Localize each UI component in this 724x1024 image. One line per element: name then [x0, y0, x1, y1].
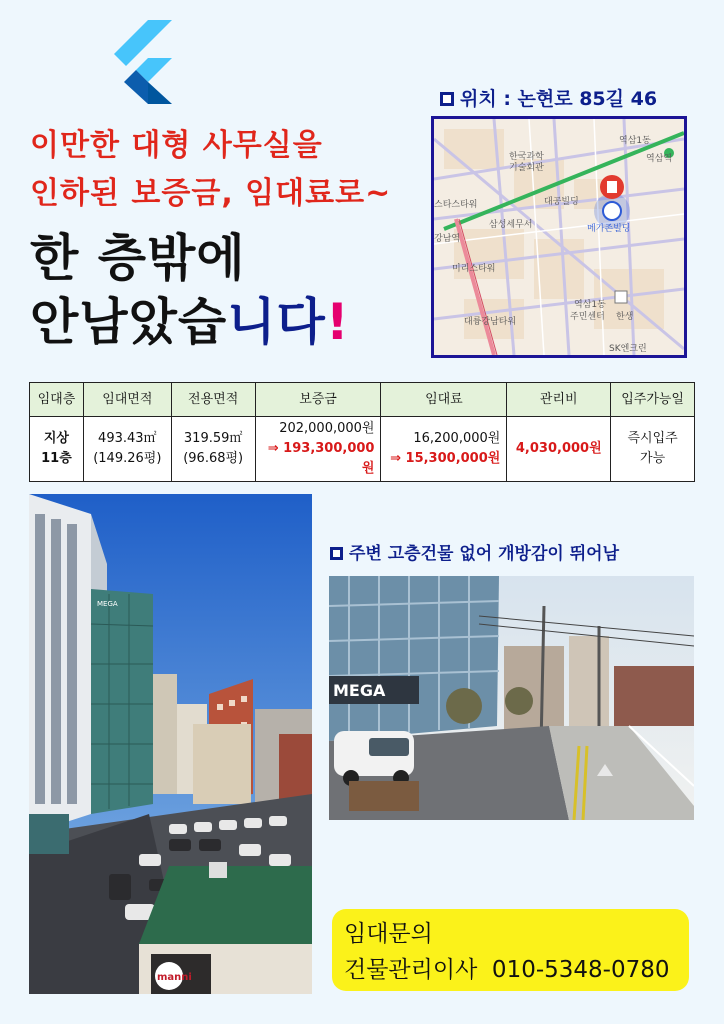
maintenance-cell: 4,030,000원 — [507, 417, 611, 482]
location-text: 위치 : 논현로 85길 46 — [460, 88, 658, 110]
table-header-row — [30, 383, 695, 417]
map-label-megazone: 메가존빌딩 — [587, 224, 631, 234]
flutter-logo-icon — [108, 20, 188, 104]
svg-text:기술회관: 기술회관 — [509, 163, 544, 173]
table-row — [30, 417, 695, 482]
rent-cell — [381, 417, 507, 482]
map-label-gangnam: 강남역 — [434, 234, 461, 244]
location-label — [440, 84, 657, 111]
contact-phone[interactable]: 건물관리이사 010-5348-0780 — [344, 957, 670, 983]
rental-area-cell: 493.43㎡ (149.26평) — [83, 417, 171, 482]
mega-sign: MEGA — [97, 600, 118, 608]
table-header: 보증금 — [255, 383, 381, 417]
rent-old: 16,200,000원 — [413, 431, 501, 446]
map-label-station1: 역삼1동 — [619, 136, 651, 146]
contact-box — [332, 909, 689, 991]
street-view-label-text: 주변 고층건물 없어 개방감이 뛰어남 — [349, 544, 620, 564]
headline-line-4-blue: 니다 — [227, 293, 326, 351]
table-header: 전용면적 — [171, 383, 255, 417]
headline-line-2: 인하된 보증금, 임대료로~ — [30, 176, 392, 211]
map-label-daegong: 대공빌딩 — [544, 197, 579, 207]
floor-cell: 지상 11층 — [30, 417, 84, 482]
svg-text:MEGA: MEGA — [333, 681, 386, 700]
headline-line-4-black: 안남았습 — [30, 293, 228, 351]
map-label-hanseng: 한생 — [616, 312, 634, 322]
contact-title: 임대문의 — [344, 921, 433, 947]
table-header: 임대료 — [381, 383, 507, 417]
map-label-starstower: 스타스타워 — [434, 200, 478, 210]
deposit-new: ⇒ 193,300,000원 — [267, 441, 375, 476]
map-label-miristower: 미리스타워 — [452, 264, 496, 274]
table-header: 입주가능일 — [611, 383, 695, 417]
street-view-photo — [329, 576, 694, 820]
map-label-daeryung: 대륭강남타워 — [464, 317, 517, 327]
street-view-label — [330, 539, 619, 564]
map-label-station-name: 역삼역 — [646, 154, 673, 164]
table-header: 관리비 — [507, 383, 611, 417]
headline-line-1: 이만한 대형 사무실을 — [30, 128, 323, 163]
map-label-skec: SK엔크린 — [609, 344, 647, 354]
manni-sign: manni — [157, 972, 192, 983]
rental-table — [29, 382, 695, 482]
headline-line-4 — [30, 282, 350, 354]
square-bullet-icon — [330, 547, 343, 560]
exclusive-area-cell: 319.59㎡ (96.68평) — [171, 417, 255, 482]
svg-text:역삼1동: 역삼1동 — [574, 300, 606, 310]
headline-line-3: 한 층밖에 — [30, 229, 246, 287]
table-header: 임대면적 — [83, 383, 171, 417]
deposit-cell — [255, 417, 381, 482]
building-street-photo — [29, 494, 312, 994]
move-in-cell: 즉시입주 가능 — [611, 417, 695, 482]
table-header: 임대층 — [30, 383, 84, 417]
deposit-old: 202,000,000원 — [279, 421, 375, 436]
map-label-center: 주민센터 — [570, 312, 605, 322]
headline-exclamation: ! — [325, 293, 350, 351]
location-map[interactable] — [431, 116, 687, 358]
map-label-samsung: 삼성세무서 — [489, 220, 533, 230]
square-bullet-icon — [440, 92, 454, 106]
map-label-kst: 한국과학 — [509, 152, 544, 162]
rent-new: ⇒ 15,300,000원 — [390, 451, 501, 466]
